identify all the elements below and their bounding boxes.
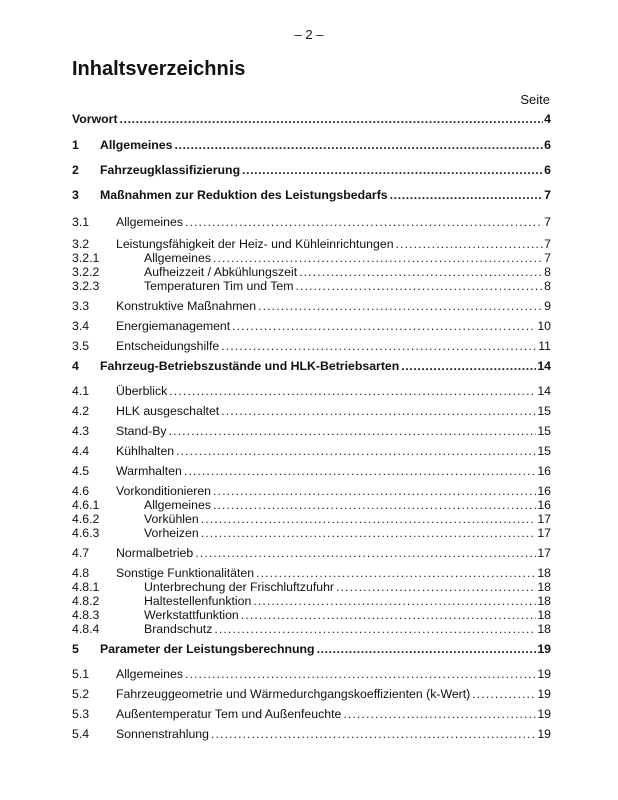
toc-entry-number: 4.8.1 (72, 580, 100, 594)
toc-entry-page: 17 (537, 512, 551, 526)
toc-entry[interactable] (72, 404, 551, 419)
toc-entry[interactable] (72, 384, 551, 399)
toc-entry-number: 3.1 (72, 215, 90, 229)
toc-entry-number: 4.2 (72, 404, 90, 418)
dot-leader (221, 404, 536, 419)
dot-leader (120, 112, 544, 127)
toc-entry-page: 17 (537, 546, 551, 560)
toc-entry-page: 18 (537, 594, 551, 608)
toc-entry-page: 9 (544, 299, 551, 313)
toc-entry-page: 6 (544, 163, 551, 177)
toc-entry-label: Allgemeines (116, 667, 183, 681)
dot-leader (184, 464, 536, 479)
toc-entry[interactable] (72, 580, 551, 595)
toc-entry-label: Warmhalten (116, 464, 182, 478)
toc-entry-page: 7 (544, 251, 551, 265)
page-column-label: Seite (520, 92, 550, 107)
toc-entry[interactable] (72, 707, 551, 722)
toc-entry-number: 4.6 (72, 484, 90, 498)
toc-entry-page: 8 (544, 279, 551, 293)
toc-entry[interactable] (72, 498, 551, 513)
toc-entry-page: 16 (537, 484, 551, 498)
toc-entry-number: 2 (72, 163, 79, 177)
toc-entry-page: 4 (544, 112, 551, 126)
toc-entry[interactable] (72, 622, 551, 637)
page-number: – 2 – (294, 27, 324, 42)
dot-leader (176, 444, 536, 459)
toc-entry-page: 7 (544, 188, 551, 202)
toc-entry[interactable] (72, 727, 551, 742)
toc-entry-label: Überblick (116, 384, 168, 398)
dot-leader (232, 319, 536, 334)
toc-entry-page: 19 (537, 642, 551, 656)
toc-entry-label: Entscheidungshilfe (116, 339, 220, 353)
dot-leader (396, 237, 544, 252)
toc-entry-label: Parameter der Leistungsberechnung (100, 642, 315, 656)
toc-entry-page: 18 (537, 566, 551, 580)
toc-entry-label: Vorwort (72, 112, 118, 126)
toc-entry-page: 19 (537, 687, 551, 701)
toc-entry[interactable] (72, 464, 551, 479)
toc-entry-number: 4.6.3 (72, 526, 100, 540)
dot-leader (213, 498, 536, 513)
toc-entry-number: 4 (72, 359, 79, 373)
toc-entry-label: Konstruktive Maßnahmen (116, 299, 257, 313)
toc-entry[interactable] (72, 279, 551, 294)
dot-leader (343, 707, 536, 722)
toc-entry-label: Vorkonditionieren (116, 484, 212, 498)
toc-entry[interactable] (72, 112, 551, 127)
toc-entry-page: 6 (544, 138, 551, 152)
toc-entry-label: Fahrzeug-Betriebszustände und HLK-Betriebsarten (100, 359, 400, 373)
toc-entry[interactable] (72, 265, 551, 280)
toc-entry-label: Maßnahmen zur Reduktion des Leistungsbedarfs (100, 188, 388, 202)
toc-entry-number: 5 (72, 642, 79, 656)
toc-entry-label: Außentemperatur Tem und Außenfeuchte (116, 707, 342, 721)
toc-entry-label: Allgemeines (100, 138, 173, 152)
toc-entry[interactable] (72, 215, 551, 230)
toc-entry-page: 15 (537, 404, 551, 418)
toc-entry-number: 5.3 (72, 707, 90, 721)
toc-entry-label: Vorkühlen (144, 512, 199, 526)
toc-entry-label: Haltestellenfunktion (144, 594, 252, 608)
toc-entry-page: 15 (537, 444, 551, 458)
toc-entry-label: Allgemeines (116, 215, 183, 229)
toc-entry-page: 14 (537, 384, 551, 398)
toc-entry[interactable] (72, 512, 551, 527)
toc-entry-number: 3.5 (72, 339, 90, 353)
toc-entry-number: 3 (72, 188, 79, 202)
toc-entry-number: 4.1 (72, 384, 90, 398)
dot-leader (221, 339, 537, 354)
toc-entry-label: Fahrzeugklassifizierung (100, 163, 241, 177)
dot-leader (195, 546, 536, 561)
toc-entry[interactable] (72, 642, 551, 657)
toc-entry[interactable] (72, 546, 551, 561)
dot-leader (213, 484, 536, 499)
toc-entry-label: Werkstattfunktion (144, 608, 239, 622)
toc-entry-page: 19 (537, 667, 551, 681)
toc-entry-label: Energiemanagement (116, 319, 231, 333)
toc-entry-number: 3.4 (72, 319, 90, 333)
toc-entry-number: 4.8.3 (72, 608, 100, 622)
toc-entry-number: 3.2.3 (72, 279, 100, 293)
toc-entry-number: 3.2 (72, 237, 90, 251)
toc-entry-label: Allgemeines (144, 251, 211, 265)
toc-entry[interactable] (72, 566, 551, 581)
toc-entry-page: 19 (537, 707, 551, 721)
toc-entry[interactable] (72, 526, 551, 541)
dot-leader (336, 580, 536, 595)
toc-entry-label: Aufheizzeit / Abkühlungszeit (144, 265, 298, 279)
toc-entry-page: 7 (544, 237, 551, 251)
dot-leader (174, 138, 543, 153)
toc-entry-page: 16 (537, 464, 551, 478)
toc-entry[interactable] (72, 299, 551, 314)
toc-entry-page: 11 (538, 339, 551, 353)
dot-leader (185, 667, 536, 682)
toc-entry[interactable] (72, 608, 551, 623)
toc-entry-number: 1 (72, 138, 79, 152)
dot-leader (169, 384, 536, 399)
toc-entry-page: 16 (537, 498, 551, 512)
toc-entry[interactable] (72, 251, 551, 266)
dot-leader (213, 251, 543, 266)
toc-entry-number: 5.1 (72, 667, 90, 681)
toc-entry-label: Stand-By (116, 424, 167, 438)
dot-leader (241, 608, 537, 623)
page-title: Inhaltsverzeichnis (72, 58, 246, 80)
dot-leader (211, 727, 536, 742)
dot-leader (256, 566, 536, 581)
toc-entry[interactable] (72, 687, 551, 702)
toc-entry-number: 5.2 (72, 687, 90, 701)
toc-entry-label: Allgemeines (144, 498, 211, 512)
dot-leader (472, 687, 536, 702)
toc-entry-page: 7 (544, 215, 551, 229)
toc-entry-number: 5.4 (72, 727, 90, 741)
toc-entry[interactable] (72, 667, 551, 682)
dot-leader (242, 163, 543, 178)
toc-entry-number: 3.2.2 (72, 265, 100, 279)
toc-entry-page: 19 (537, 727, 551, 741)
toc-entry-page: 18 (537, 622, 551, 636)
toc-entry-page: 10 (537, 319, 551, 333)
toc-entry-page: 18 (537, 580, 551, 594)
toc-entry-number: 3.2.1 (72, 251, 100, 265)
toc-entry[interactable] (72, 339, 551, 354)
toc-entry[interactable] (72, 319, 551, 334)
toc-entry[interactable] (72, 359, 551, 374)
dot-leader (401, 359, 536, 374)
toc-entry-label: Unterbrechung der Frischluftzufuhr (144, 580, 335, 594)
toc-entry-label: Vorheizen (144, 526, 199, 540)
dot-leader (390, 188, 544, 203)
dot-leader (201, 526, 537, 541)
toc-entry-label: Brandschutz (144, 622, 213, 636)
toc-entry-number: 4.3 (72, 424, 90, 438)
toc-entry-label: Fahrzeuggeometrie und Wärmedurchgangskoeffizienten (k-Wert) (116, 687, 471, 701)
toc-entry-number: 4.5 (72, 464, 90, 478)
toc-entry-page: 8 (544, 265, 551, 279)
toc-entry-number: 3.3 (72, 299, 90, 313)
toc-entry-number: 4.6.1 (72, 498, 100, 512)
toc-entry[interactable] (72, 237, 551, 252)
dot-leader (253, 594, 536, 609)
dot-leader (317, 642, 537, 657)
toc-entry-page: 18 (537, 608, 551, 622)
toc-entry-page: 14 (537, 359, 551, 373)
dot-leader (258, 299, 543, 314)
toc-entry-number: 4.6.2 (72, 512, 100, 526)
toc-entry[interactable] (72, 594, 551, 609)
toc-entry-number: 4.4 (72, 444, 90, 458)
toc-entry-label: Kühlhalten (116, 444, 175, 458)
toc-entry-label: HLK ausgeschaltet (116, 404, 220, 418)
dot-leader (201, 512, 537, 527)
dot-leader (169, 424, 537, 439)
toc-entry-label: Sonnenstrahlung (116, 727, 209, 741)
toc-entry[interactable] (72, 163, 551, 178)
toc-entry[interactable] (72, 444, 551, 459)
toc-entry-number: 4.8 (72, 566, 90, 580)
toc-entry[interactable] (72, 138, 551, 153)
toc-entry-label: Temperaturen Tim und Tem (144, 279, 294, 293)
toc-entry-label: Leistungsfähigkeit der Heiz- und Kühleinrichtungen (116, 237, 394, 251)
toc-entry-number: 4.8.4 (72, 622, 100, 636)
toc-entry-number: 4.7 (72, 546, 90, 560)
dot-leader (185, 215, 543, 230)
toc-entry[interactable] (72, 484, 551, 499)
toc-entry-label: Normalbetrieb (116, 546, 194, 560)
toc-entry-number: 4.8.2 (72, 594, 100, 608)
toc-entry-page: 15 (537, 424, 551, 438)
dot-leader (295, 279, 543, 294)
toc-entry[interactable] (72, 188, 551, 203)
toc-entry-page: 17 (537, 526, 551, 540)
toc-entry-label: Sonstige Funktionalitäten (116, 566, 255, 580)
dot-leader (299, 265, 543, 280)
dot-leader (214, 622, 536, 637)
toc-entry[interactable] (72, 424, 551, 439)
